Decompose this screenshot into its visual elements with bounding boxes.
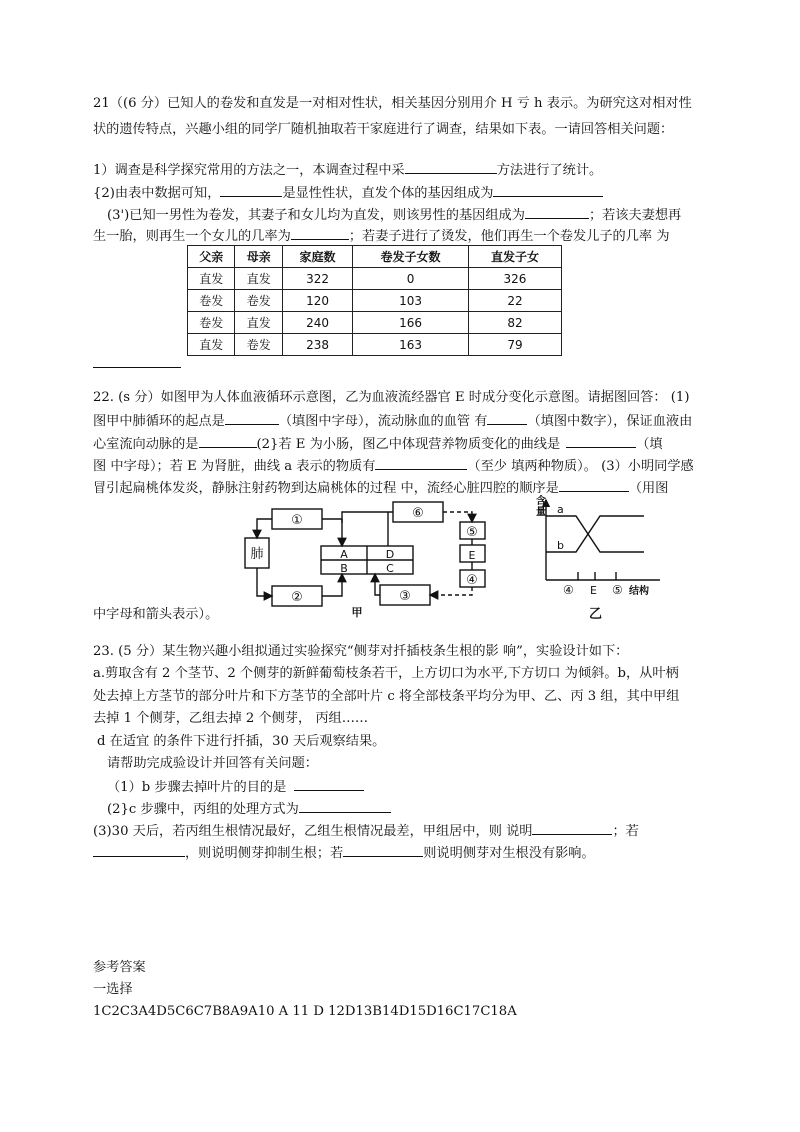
- label-6: ⑥: [412, 506, 424, 521]
- label-4: ④: [466, 573, 478, 588]
- q21-part2-text-a: {2)由表中数据可知，: [93, 186, 221, 201]
- answer-blank[interactable]: [220, 183, 282, 197]
- curve-b-label: b: [557, 539, 564, 552]
- curve-a-label: a: [557, 503, 564, 516]
- q22-line5-text-a: 冒引起扁桃体发炎，静脉注射药物到达扁桃体的过程 中，流经心脏四腔的顺序是: [93, 481, 559, 496]
- x-tick-5: ⑤: [612, 583, 623, 597]
- q22-line2: [93, 411, 692, 431]
- answer-blank[interactable]: [225, 411, 279, 425]
- circulation-diagram: [230, 498, 510, 620]
- table-row: [188, 290, 562, 312]
- table-row: [188, 268, 562, 290]
- table-cell: 直发: [235, 312, 282, 334]
- q21-part4: [93, 226, 670, 246]
- label-d: D: [385, 548, 395, 561]
- table-cell: 直发: [235, 268, 282, 290]
- answers-list: 1C2C3A4D5C6C7B8A9A10 A 11 D 12D13B14D15D16C17C18A: [93, 1004, 517, 1019]
- q23-line9-text-a: (3)30 天后，若丙组生根情况最好，乙组生根情况最差，甲组居中，则 说明: [93, 824, 533, 839]
- table-cell: 卷发: [235, 290, 282, 312]
- q23-line9: [93, 821, 639, 841]
- label-3: ③: [399, 589, 411, 604]
- q22-line5-text-b: （用图: [628, 481, 669, 496]
- table-cell: 0: [353, 268, 469, 290]
- q22-line3: [93, 434, 663, 454]
- label-lung: 肺: [250, 547, 264, 562]
- q21-part4-text-a: 生一胎，则再生一个女儿的几率为: [93, 229, 291, 244]
- x-label: 结构: [629, 586, 649, 597]
- table-cell: 238: [282, 334, 352, 356]
- q22-line3-text-c: （填: [636, 437, 663, 452]
- table-cell: 120: [282, 290, 352, 312]
- table-header: 卷发子女数: [353, 246, 469, 268]
- q23-line6: 请帮助完成验设计并回答有关问题：: [107, 756, 318, 771]
- table-cell: 79: [468, 334, 561, 356]
- q21-part4-text-b: ；若妻子进行了烫发，他们再生一个卷发儿子的几率 为: [348, 229, 670, 244]
- table-cell: 163: [353, 334, 469, 356]
- q23-line7-text: （1）b 步骤去掉叶片的目的是: [107, 780, 287, 795]
- q23-line10-text-b: 则说明侧芽对生根没有影响。: [423, 846, 595, 861]
- table-header: 父亲: [188, 246, 235, 268]
- label-c: C: [386, 562, 394, 575]
- x-tick-e: E: [590, 584, 597, 597]
- q21-part1-text-b: 方法进行了统计。: [496, 163, 603, 178]
- table-cell: 卷发: [188, 312, 235, 334]
- composition-chart: [532, 494, 672, 622]
- chart-caption: 乙: [589, 607, 603, 622]
- table-cell: 直发: [188, 268, 235, 290]
- q21-intro-line2: 状的遗传特点，兴趣小组的同学厂随机抽取若干家庭进行了调查，结果如下表。一请回答相关问题：: [93, 122, 674, 137]
- table-cell: 326: [468, 268, 561, 290]
- answer-blank[interactable]: [405, 160, 497, 174]
- label-e: E: [468, 549, 476, 562]
- q22-line2-text-b: （填图中字母），流动脉血的血管 有: [278, 414, 488, 429]
- answer-blank[interactable]: [493, 183, 603, 197]
- label-a: A: [340, 548, 348, 561]
- q22-line2-text-a: 图甲中肺循环的起点是: [93, 414, 225, 429]
- label-1: ①: [291, 513, 303, 528]
- answer-blank[interactable]: [375, 456, 467, 470]
- q23-line5: d 在适宜 的条件下进行扦插，30 天后观察结果。: [97, 734, 386, 749]
- q21-part3-text-b: ；若该夫妻想再: [588, 208, 682, 223]
- label-5: ⑤: [466, 525, 478, 540]
- q23-line2: a.剪取含有 2 个茎节、2 个侧芽的新鲜葡萄枝条若干，上方切口为水平,下方切口 为倾斜。b，从叶柄: [93, 666, 679, 681]
- answer-blank[interactable]: [343, 843, 423, 857]
- q21-intro-line1: 21（(6 分）已知人的卷发和直发是一对相对性状，相关基因分别用介 H 亏 h 表示。为研究这对相对性: [93, 96, 692, 111]
- q23-line1: 23. (5 分）某生物兴趣小组拟通过实验探究“侧芽对扦插枝条生根的影 响”，实验设计如下：: [93, 644, 629, 659]
- table-cell: 82: [468, 312, 561, 334]
- survey-table: [187, 245, 562, 356]
- answer-blank[interactable]: [93, 355, 181, 368]
- table-cell: 240: [282, 312, 352, 334]
- q22-line3-text-b: (2}若 E 为小肠，图乙中体现营养物质变化的曲线是: [256, 437, 561, 452]
- q21-part3: [107, 205, 681, 225]
- table-row: [188, 334, 562, 356]
- table-cell: 322: [282, 268, 352, 290]
- q22-line3-text-a: 心室流向动脉的是: [93, 437, 199, 452]
- answer-blank[interactable]: [199, 434, 257, 448]
- q23-line7: [107, 777, 364, 797]
- diagram-caption: 甲: [351, 606, 363, 619]
- table-header: 家庭数: [282, 246, 352, 268]
- table-header: 母亲: [235, 246, 282, 268]
- q23-line10: [93, 843, 595, 863]
- q22-line6: 中字母和箭头表示）。: [93, 607, 219, 622]
- table-cell: 卷发: [188, 290, 235, 312]
- q21-part3-text-a: (3')已知一男性为卷发，其妻子和女儿均为直发，则该男性的基因组成为: [107, 208, 525, 223]
- answer-blank[interactable]: [532, 821, 612, 835]
- answer-blank[interactable]: [559, 478, 629, 492]
- q21-part2: [93, 183, 603, 203]
- q23-line8-text: (2}c 步骤中，丙组的处理方式为: [107, 802, 299, 817]
- y-label-1: 含: [536, 496, 546, 507]
- q22-line4-text-a: 图 中字母）；若 E 为肾脏，曲线 a 表示的物质有: [93, 459, 376, 474]
- q23-line8: [107, 799, 391, 819]
- q21-part1-text-a: 1）调查是科学探究常用的方法之一，本调查过程中采: [93, 163, 405, 178]
- answer-blank[interactable]: [93, 843, 185, 857]
- q22-line2-text-c: （填图中数字），保证血液由: [527, 414, 693, 429]
- q21-part1: [93, 160, 602, 180]
- answer-blank[interactable]: [487, 411, 527, 425]
- table-header-row: [188, 246, 562, 268]
- table-cell: 166: [353, 312, 469, 334]
- table-row: [188, 312, 562, 334]
- q23-line4: 去掉 1 个侧芽，乙组去掉 2 个侧芽， 丙组……: [93, 711, 369, 726]
- table-cell: 22: [468, 290, 561, 312]
- q23-line9-text-b: ；若: [612, 824, 639, 839]
- table-cell: 103: [353, 290, 469, 312]
- answer-blank[interactable]: [566, 434, 636, 448]
- q22-line4: [93, 456, 694, 476]
- table-cell: 卷发: [235, 334, 282, 356]
- answer-blank[interactable]: [525, 205, 589, 219]
- x-tick-4: ④: [563, 583, 574, 597]
- answer-blank[interactable]: [294, 777, 364, 791]
- answers-title: 参考答案: [93, 960, 146, 975]
- q23-line3: 处去掉上方茎节的部分叶片和下方茎节的全部叶片 c 将全部枝条平均分为甲、乙、丙 3 组，其中甲组: [93, 689, 680, 704]
- table-cell: 直发: [188, 334, 235, 356]
- label-b: B: [340, 562, 348, 575]
- q23-line10-text-a: ，则说明侧芽抑制生根；若: [185, 846, 344, 861]
- q22-line4-text-b: （至少 填两种物质）。 (3）小明同学感: [467, 459, 694, 474]
- y-label-2: 量: [536, 507, 546, 518]
- label-2: ②: [291, 590, 303, 605]
- table-header: 直发子女: [468, 246, 561, 268]
- answer-blank[interactable]: [291, 226, 349, 240]
- answers-section: 一选择: [93, 982, 133, 997]
- q22-line1: 22. (s 分）如图甲为人体血液循环示意图，乙为血液流经器官 E 时成分变化示意图。请据图回答： (1): [93, 390, 690, 405]
- answer-blank[interactable]: [299, 799, 391, 813]
- q21-part2-text-b: 是显性性状，直发个体的基因组成为: [282, 186, 494, 201]
